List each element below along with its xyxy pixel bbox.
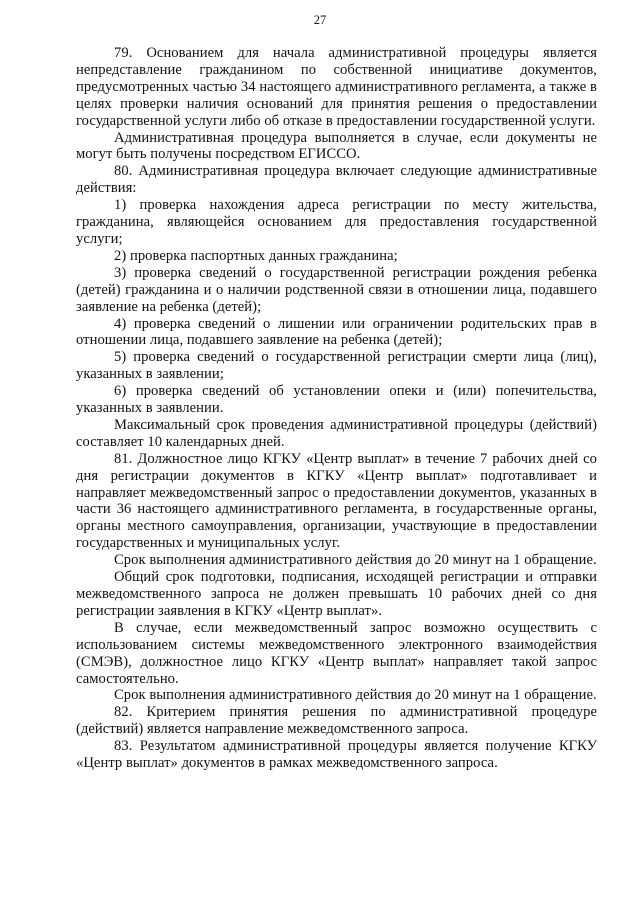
- list-item-6: 6) проверка сведений об установлении опеки и (или) попечительства, указанных в заявлении.: [76, 383, 597, 417]
- list-item-2: 2) проверка паспортных данных гражданина;: [114, 247, 398, 264]
- paragraph-egisso-condition: Административная процедура выполняется в случае, если документы не могут быть получены посредством ЕГИССО.: [76, 129, 597, 163]
- paragraph-79: 79. Основанием для начала административной процедуры является непредставление гражданином по собственной инициативе документов, предусмотренных частью 34 настоящего административного регламента, а также в целях проверки наличия оснований для принятия решения о предоставлении государственной услуги либо об отказе в предоставлении государственной услуги.: [76, 45, 597, 129]
- paragraph-max-term: Максимальный срок проведения административной процедуры (действий) составляет 10 календарных дней.: [76, 416, 597, 450]
- list-item-3: 3) проверка сведений о государственной регистрации рождения ребенка (детей) гражданина и о наличии родственной связи в отношении лица, подавшего заявление на ребенка (детей);: [76, 264, 597, 315]
- paragraph-action-term-2: Срок выполнения административного действия до 20 минут на 1 обращение.: [114, 687, 597, 704]
- list-item-4: 4) проверка сведений о лишении или ограничении родительских прав в отношении лица, подавшего заявление на ребенка (детей);: [76, 315, 597, 349]
- paragraph-81: 81. Должностное лицо КГКУ «Центр выплат» в течение 7 рабочих дней со дня регистрации документов в КГКУ «Центр выплат» подготавливает и направляет межведомственный запрос о предоставлении документов, указанных в части 36 настоящего административного регламента, в государственные органы, органы местного самоуправления, организации, участвующие в предоставлении государственных и муниципальных услуг.: [76, 450, 597, 552]
- document-body: [76, 45, 597, 772]
- paragraph-general-term: Общий срок подготовки, подписания, исходящей регистрации и отправки межведомственного запроса не должен превышать 10 рабочих дней со дня регистрации заявления в КГКУ «Центр выплат».: [76, 569, 597, 619]
- page-number: 27: [313, 13, 327, 27]
- paragraph-smev: В случае, если межведомственный запрос возможно осуществить с использованием системы межведомственного электронного взаимодействия (СМЭВ), должностное лицо КГКУ «Центр выплат» направляет такой запрос самостоятельно.: [76, 619, 597, 687]
- paragraph-80: 80. Административная процедура включает следующие административные действия:: [76, 163, 597, 197]
- list-item-5: 5) проверка сведений о государственной регистрации смерти лица (лиц), указанных в заявлении;: [76, 349, 597, 383]
- paragraph-83: 83. Результатом административной процедуры является получение КГКУ «Центр выплат» документов в рамках межведомственного запроса.: [76, 738, 597, 772]
- paragraph-action-term-1: Срок выполнения административного действия до 20 минут на 1 обращение.: [114, 552, 597, 569]
- paragraph-82: 82. Критерием принятия решения по административной процедуре (действий) является направление межведомственного запроса.: [76, 704, 597, 738]
- list-item-1: 1) проверка нахождения адреса регистрации по месту жительства, гражданина, являющейся основанием для предоставления государственной услуги;: [76, 197, 597, 247]
